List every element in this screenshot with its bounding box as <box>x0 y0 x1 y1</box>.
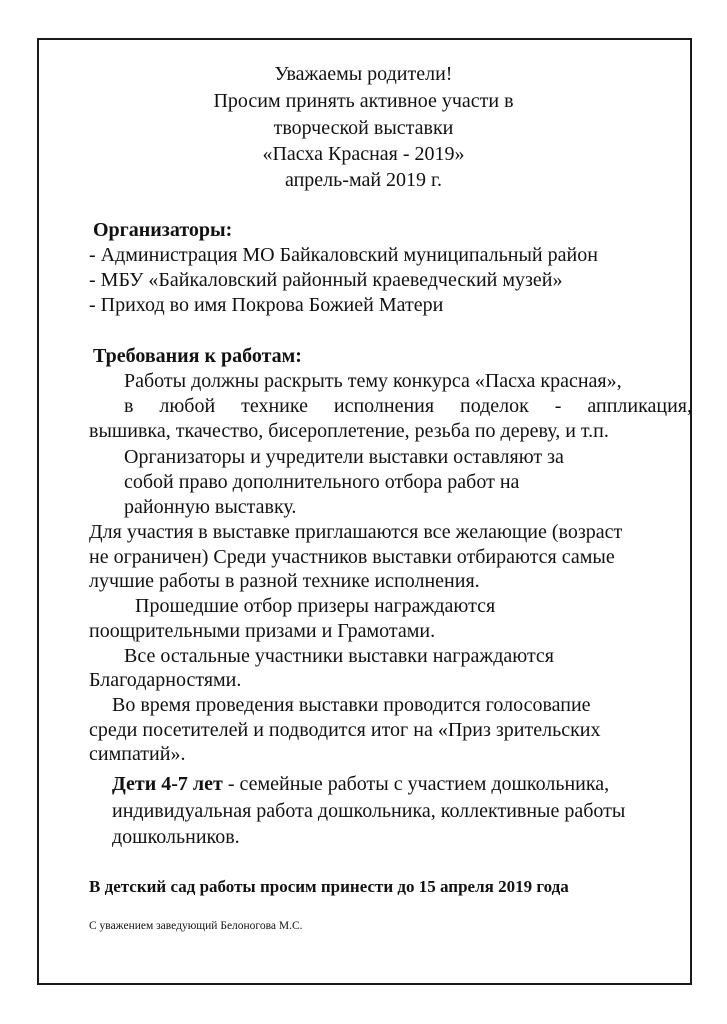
requirements-line: собой право дополнительного отбора работ на <box>124 471 520 493</box>
requirements-line: Для участия в выставке приглашаются все желающие (возраст <box>89 521 623 543</box>
requirements-line: Все остальные участники выставки награждаются <box>124 645 554 667</box>
requirements-line: Благодарностями. <box>89 669 242 691</box>
age-group-label: Дети 4-7 лет <box>112 773 223 795</box>
requirements-line: в любой технике исполнения поделок - аппликация, <box>124 395 692 417</box>
greeting: Уважаемы родители! <box>274 63 453 85</box>
requirements-line: симпатий». <box>89 743 186 765</box>
deadline-notice: В детский сад работы просим принести до 15 апреля 2019 года <box>89 877 569 896</box>
requirements-line: районную выставку. <box>124 496 297 518</box>
requirements-line: Организаторы и учредители выставки оставляют за <box>124 446 564 468</box>
requirements-line: лучшие работы в разной технике исполнения. <box>89 570 480 592</box>
requirements-line: Работы должны раскрыть тему конкурса «Пасха красная», <box>124 370 622 392</box>
age-group-line <box>112 772 609 796</box>
requirements-heading: Требования к работам: <box>93 345 302 367</box>
requirements-line: поощрительными призами и Грамотами. <box>89 620 436 642</box>
organizer-item: - МБУ «Байкаловский районный краеведческий музей» <box>89 269 563 291</box>
requirements-line: вышивка, ткачество, бисероплетение, резьба по дереву, и т.п. <box>89 420 609 442</box>
age-group-line: индивидуальная работа дошкольника, коллективные работы <box>112 800 626 822</box>
header-line-3: творческой выставки <box>273 117 454 139</box>
organizers-heading: Организаторы: <box>93 219 233 241</box>
requirements-line: среди посетителей и подводится итог на «Приз зрительских <box>89 719 601 741</box>
organizer-item: - Приход во имя Покрова Божией Матери <box>89 294 444 316</box>
header-line-2: Просим принять активное участи в <box>213 90 514 112</box>
age-group-text: - семейные работы с участием дошкольника, <box>222 773 610 795</box>
requirements-line: не ограничен) Среди участников выставки отбираются самые <box>89 546 615 568</box>
requirements-line: Прошедшие отбор призеры награждаются <box>135 595 496 617</box>
organizer-item: - Администрация МО Байкаловский муниципальный район <box>89 244 598 266</box>
age-group-line: дошкольников. <box>112 826 240 848</box>
exhibition-title: «Пасха Красная - 2019» <box>262 143 465 165</box>
exhibition-dates: апрель-май 2019 г. <box>284 169 442 191</box>
signature: С уважением заведующий Белоногова М.С. <box>89 920 303 932</box>
requirements-line: Во время проведения выставки проводится голосовапие <box>112 694 591 716</box>
